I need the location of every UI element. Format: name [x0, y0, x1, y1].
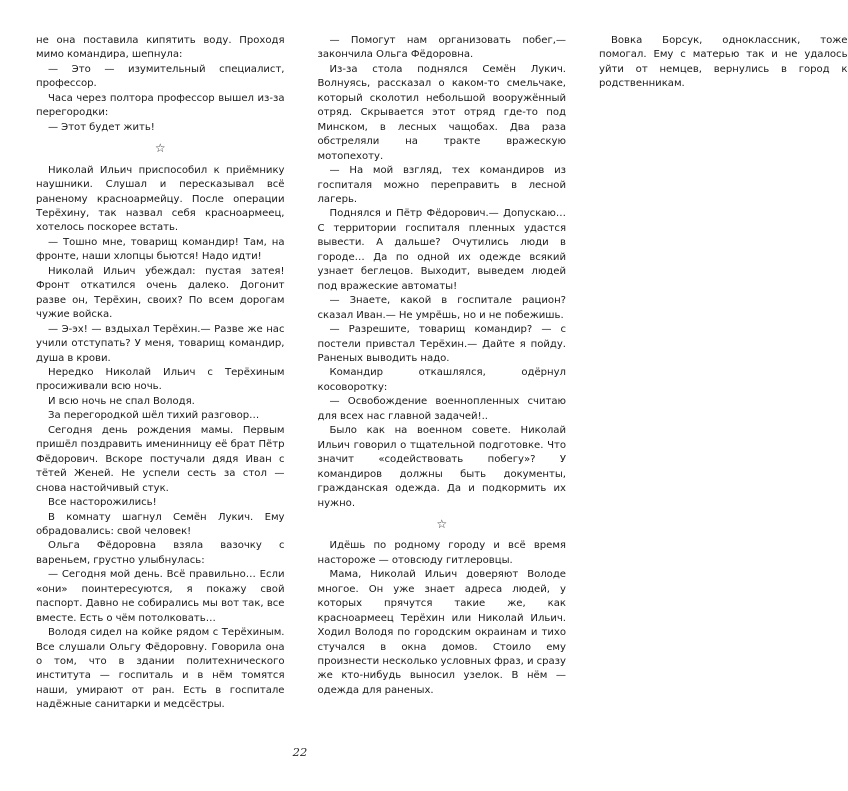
body-paragraph: Николай Ильич приспособил к приёмнику наушники. Слушал и пересказывал всё раненому красноармейцу. После операции Терёхину, так назвал себя красноармеец, хотелось поскорее встать. [36, 164, 285, 234]
body-paragraph: Вовка Борсук, одноклассник, тоже помогал. Ему с матерью так и не удалось уйти от немцев, вернулись в город к родственникам. [599, 35, 848, 90]
body-paragraph: — Это — изумительный специалист, профессор. [36, 63, 285, 90]
body-paragraph: — Помогут нам организовать побег,— закончила Ольга Фёдоровна. [317, 35, 566, 61]
body-paragraph: — Э-эх! — вздыхал Терёхин.— Разве же нас учили отступать? У меня, товарищ командир, душа в крови. [36, 323, 285, 364]
body-paragraph: не она поставила кипятить воду. Проходя мимо командира, шепнула: [36, 35, 285, 61]
body-paragraph: Ольга Фёдоровна взяла вазочку с вареньем, грустно улыбнулась: [36, 540, 285, 566]
body-paragraph: Идёшь по родному городу и всё время настороже — отовсюду гитлеровцы. [317, 540, 566, 566]
body-paragraph: В комнату шагнул Семён Лукич. Ему обрадовались: свой человек! [36, 511, 285, 537]
star-glyph: ☆ [436, 516, 448, 531]
body-paragraph: — Освобождение военнопленных считаю для всех нас главной задачей!.. [317, 396, 566, 422]
body-paragraph: За перегородкой шёл тихий разговор… [48, 410, 260, 422]
body-paragraph: Командир откашлялся, одёрнул косоворотку: [317, 367, 566, 393]
body-paragraph: — Тошно мне, товарищ командир! Там, на фронте, наши хлопцы бьются! Надо идти! [36, 236, 285, 263]
body-paragraph: Было как на военном совете. Николай Ильич говорил о тщательной подготовке. Что значит «содействовать побегу»? У командиров должны быть документы, гражданская одежда. Да и подкормить их нужно. [317, 425, 566, 509]
body-paragraph: — Знаете, какой в госпитале рацион? сказал Иван.— Не умрёшь, но и не побежишь. [317, 295, 566, 321]
body-paragraph: Поднялся и Пётр Фёдорович.— Допускаю… С территории госпиталя пленных удастся вывести. А дальше? Очутились люди в городе… Да по одной их одежде всякий узнает беглецов. Выходит, выведем людей под вражеские автоматы! [317, 208, 566, 292]
body-paragraph: Часа через полтора профессор вышел из-за перегородки: [36, 92, 285, 119]
body-paragraph: — Этот будет жить! [48, 121, 155, 133]
page-text-body [36, 34, 848, 724]
star-glyph: ☆ [154, 141, 166, 156]
body-paragraph: Николай Ильич убеждал: пустая затея! Фронт откатился очень далеко. Догонит разве он, Терёхин, своих? По всем дорогам чужие войска. [36, 265, 285, 321]
body-paragraph: И всю ночь не спал Володя. [48, 395, 195, 407]
body-paragraph: Сегодня день рождения мамы. Первым пришёл поздравить именинницу её брат Пётр Фёдорович. Вскоре постучали дядя Иван с тётей Женей. Не успели сесть за стол — снова настойчивый стук. [36, 424, 285, 494]
body-paragraph: Володя сидел на койке рядом с Терёхиным. Все слушали Ольгу Фёдоровну. Говорила она о том, что в здании политехнического института — госпиталь и в нём томятся наши, умирают от ран. Есть в госпитале надёжные санитарки и медсёстры. [36, 627, 285, 711]
section-separator-star-icon [318, 511, 567, 539]
body-paragraph: Нередко Николай Ильич с Терёхиным просиживали всю ночь. [36, 366, 285, 393]
body-paragraph: — Сегодня мой день. Всё правильно… Если «они» поинтересуются, я покажу свой паспорт. Давно не собирались мы вот так, все вместе. Есть о чём потолковать… [36, 569, 285, 624]
body-paragraph: Все насторожились! [48, 497, 157, 509]
page-number: 22 [292, 745, 308, 759]
section-separator-star-icon [36, 135, 285, 163]
body-paragraph: — Разрешите, товарищ командир? — с постели привстал Терёхин.— Дайте я пойду. Раненых выводить надо. [317, 324, 566, 364]
body-paragraph: Мама, Николай Ильич доверяют Володе многое. Он уже знает адреса людей, у которых прячутся такие же, как красноармеец Терёхин или Николай Ильич. Ходил Володя по городским окраинам и тихо стучался в окна домов. Стоило ему произнести несколько условных фраз, и сразу же кто-нибудь выносил узелок. В нём — одежда для раненых. [317, 569, 566, 696]
body-paragraph: Из-за стола поднялся Семён Лукич. Волнуясь, рассказал о каком-то смельчаке, который сколотил небольшой вооружённый отряд. Скрывается этот отряд где-то под Минском, в лесных чащобах. Два раза обстреляли на тракте вражескую мотопехоту. [317, 63, 566, 162]
body-paragraph: — На мой взгляд, тех командиров из госпиталя можно переправить в лесной лагерь. [317, 165, 566, 205]
